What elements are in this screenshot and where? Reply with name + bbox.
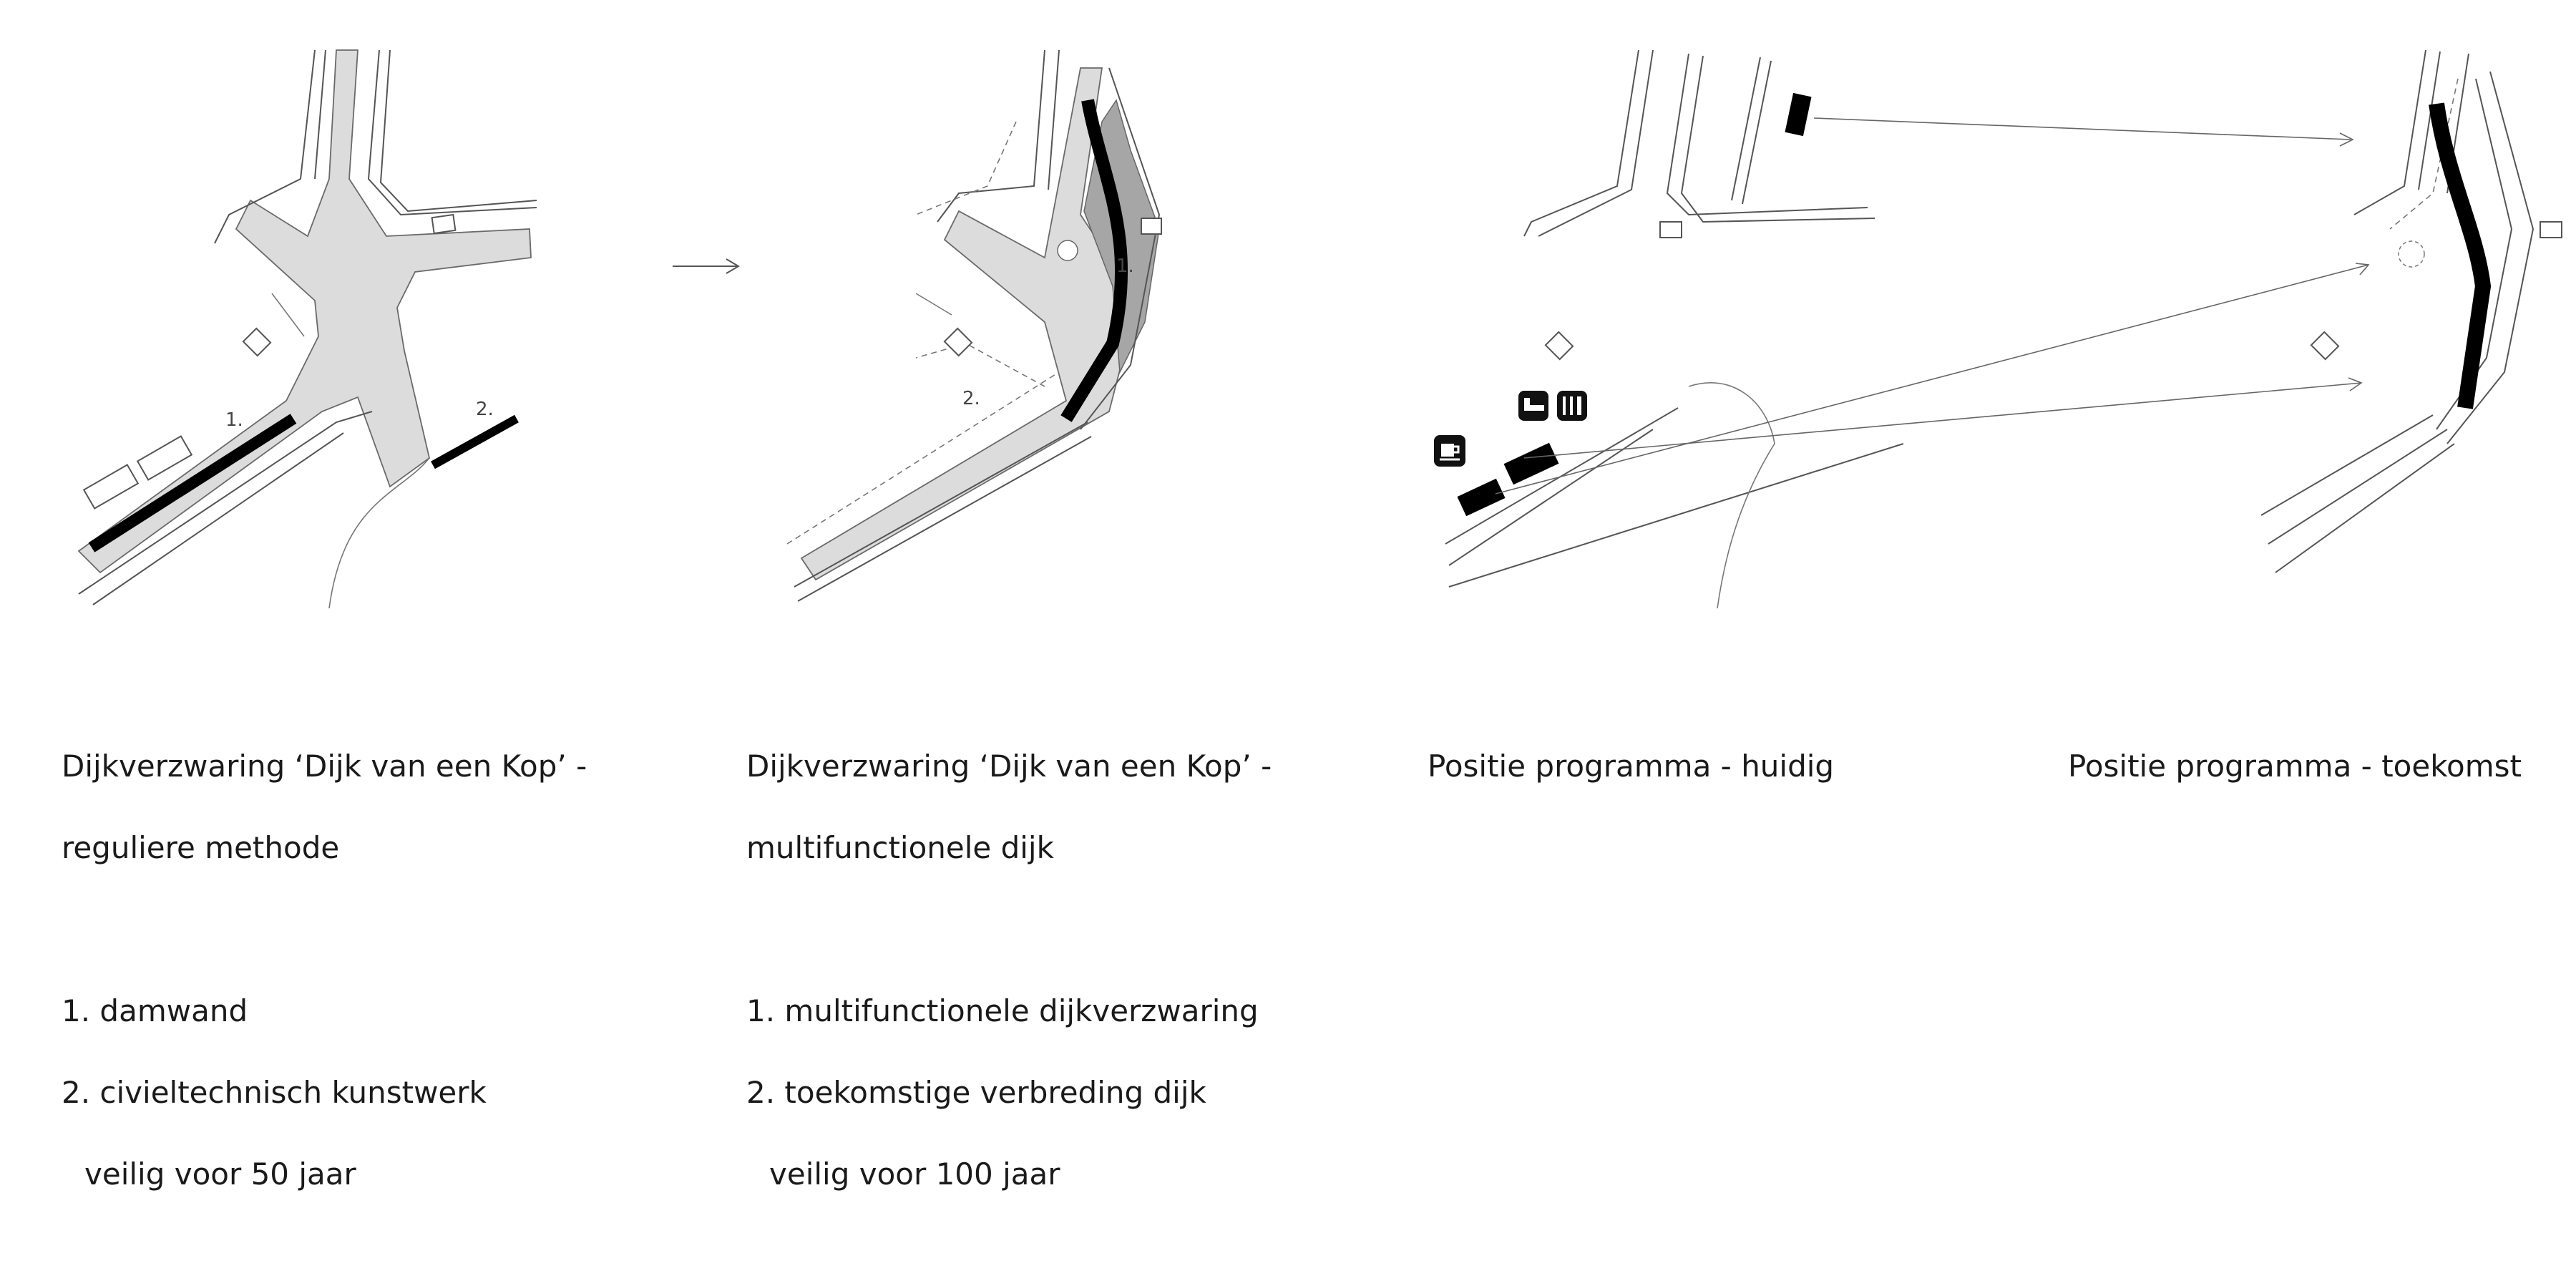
building (1141, 218, 1161, 234)
building (945, 328, 972, 356)
road-junction (79, 50, 531, 573)
list-item: 1. multifunctionele dijkverzwaring (746, 993, 1259, 1028)
caption-title: Dijkverzwaring ‘Dijk van een Kop’ - (746, 749, 1272, 784)
caption-regular-method (62, 705, 587, 1276)
building (137, 437, 192, 480)
caption-title: Positie programma - toekomst (2068, 749, 2522, 784)
arrow-right-icon (673, 259, 738, 273)
caption-subtitle: reguliere methode (62, 830, 340, 865)
list-item: 1. damwand (62, 993, 248, 1028)
programme-block (1504, 443, 1559, 485)
marker-2: 2. (962, 388, 980, 409)
caption-list (746, 950, 1272, 1235)
safety-note: veilig voor 100 jaar (769, 1156, 1060, 1192)
map-regular-method (0, 0, 644, 644)
map-programme-future (2046, 0, 2576, 644)
caption-list (62, 950, 587, 1235)
building (2311, 332, 2338, 359)
circle-marker (1058, 240, 1078, 260)
caption-title: Dijkverzwaring ‘Dijk van een Kop’ - (62, 749, 587, 784)
programme-dike (2436, 104, 2483, 408)
kunstwerk-segment (433, 419, 517, 465)
caption-title: Positie programma - huidig (1428, 749, 1835, 784)
diagram-programme-current (1402, 0, 2046, 644)
map-multifunctional-dike (644, 0, 1331, 644)
diagram-multifunctional-dike (644, 0, 1331, 644)
fork-knife-icon (1557, 391, 1587, 421)
circle-marker (2399, 241, 2424, 267)
safety-note: veilig voor 50 jaar (84, 1156, 356, 1192)
road-bend (801, 68, 1138, 580)
programme-block (1457, 479, 1505, 517)
bed-icon (1518, 391, 1548, 421)
caption-programme-future (2068, 705, 2522, 827)
building (432, 215, 456, 233)
building (1660, 222, 1682, 238)
programme-block (1785, 93, 1811, 136)
building (84, 465, 138, 509)
building (1546, 332, 1573, 359)
diagram-programme-future (2046, 0, 2576, 644)
diagram-regular-method (0, 0, 644, 644)
marker-1: 1. (1116, 255, 1134, 277)
list-item: 2. toekomstige verbreding dijk (746, 1075, 1206, 1110)
marker-2: 2. (476, 399, 494, 420)
caption-subtitle: multifunctionele dijk (746, 830, 1054, 865)
building (2540, 222, 2562, 238)
coffee-icon (1434, 435, 1465, 467)
caption-programme-current (1428, 705, 1834, 827)
building (243, 328, 270, 356)
map-programme-current (1402, 0, 2046, 644)
caption-multifunctional-dike (746, 705, 1272, 1276)
list-item: 2. civieltechnisch kunstwerk (62, 1075, 487, 1110)
marker-1: 1. (225, 409, 243, 431)
